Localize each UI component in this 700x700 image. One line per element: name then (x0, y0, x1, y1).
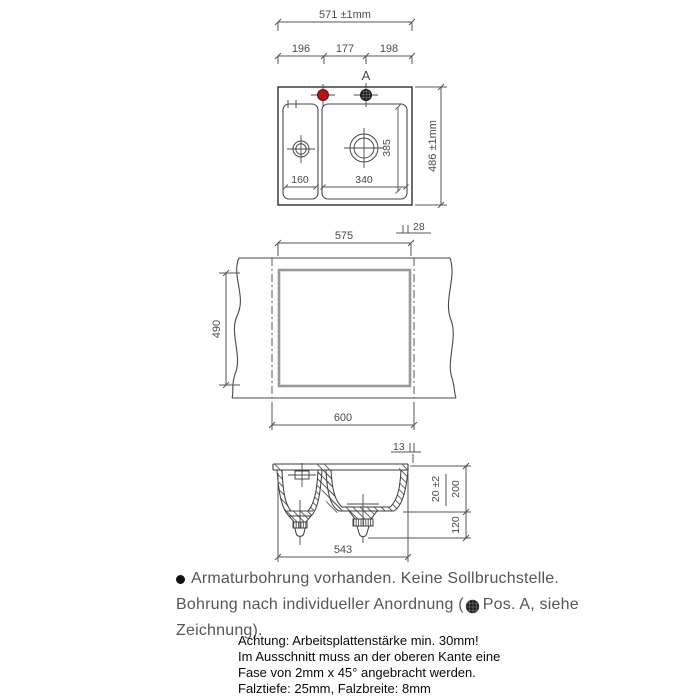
dim-cutout-height-label: 490 (211, 319, 223, 339)
note-line-1 (176, 566, 576, 592)
dim-large-basin-label: 340 (355, 174, 373, 186)
dim-small-basin-label: 160 (291, 174, 309, 186)
dim-total-width-label: 571 ±1mm (319, 9, 371, 21)
note-line-1-text: Armaturbohrung vorhanden. Keine Sollbruchstelle. (191, 570, 560, 587)
filled-circle-icon (176, 575, 185, 584)
dim-total-height-label: 486 ±1mm (427, 120, 439, 172)
cutout-view (211, 221, 456, 430)
dim-bowl-depth-label: 200 (450, 480, 462, 498)
attention-note (238, 633, 500, 697)
dim-drain-height-label: 120 (450, 516, 462, 534)
rim-hatch-divider (316, 464, 331, 470)
attention-line-3: Fase von 2mm x 45° angebracht werden. (238, 665, 476, 680)
large-basin-drain-section (347, 494, 379, 543)
position-a-label: A (361, 68, 371, 83)
dim-sink-width-label: 600 (333, 412, 353, 424)
dim-seg-mid-label: 177 (335, 43, 355, 55)
rim-hatch-left (273, 464, 282, 470)
cutout-rect (279, 270, 410, 386)
break-line-right (448, 258, 456, 398)
dim-basin-depth-label: 385 (381, 139, 393, 157)
attention-line-1: Achtung: Arbeitsplattenstärke min. 30mm! (238, 633, 479, 648)
dim-seg-right-label: 198 (379, 43, 399, 55)
grid-circle-icon (361, 90, 372, 101)
attention-line-2: Im Ausschnitt muss an der oberen Kante eine (238, 649, 501, 664)
dim-section-offset-label: 13 (393, 441, 405, 453)
grid-circle-icon (465, 599, 480, 614)
dim-bottom-width-label: 543 (333, 544, 353, 556)
dim-rim-height-label: 20 ±2 (430, 475, 442, 503)
note-line-3-text: Zeichnung). (176, 622, 263, 639)
note-line-2 (176, 592, 579, 618)
dim-cutout-width-label: 575 (334, 230, 354, 242)
small-basin-drain-section (287, 500, 313, 545)
top-view (275, 9, 447, 208)
dim-seg-left-label: 196 (291, 43, 311, 55)
section-view (273, 441, 471, 562)
tap-hole-symbol (288, 463, 316, 487)
break-line-left (232, 258, 240, 398)
rim-hatch-right (399, 464, 408, 470)
attention-line-4: Falztiefe: 25mm, Falzbreite: 8mm (238, 681, 431, 696)
note-line-2-after: Pos. A, siehe (482, 596, 579, 613)
red-dot-icon (318, 90, 329, 101)
dim-edge-offset-label: 28 (413, 221, 425, 233)
note-line-2-before: Bohrung nach individueller Anordnung ( (176, 596, 464, 613)
countertop (232, 258, 456, 398)
